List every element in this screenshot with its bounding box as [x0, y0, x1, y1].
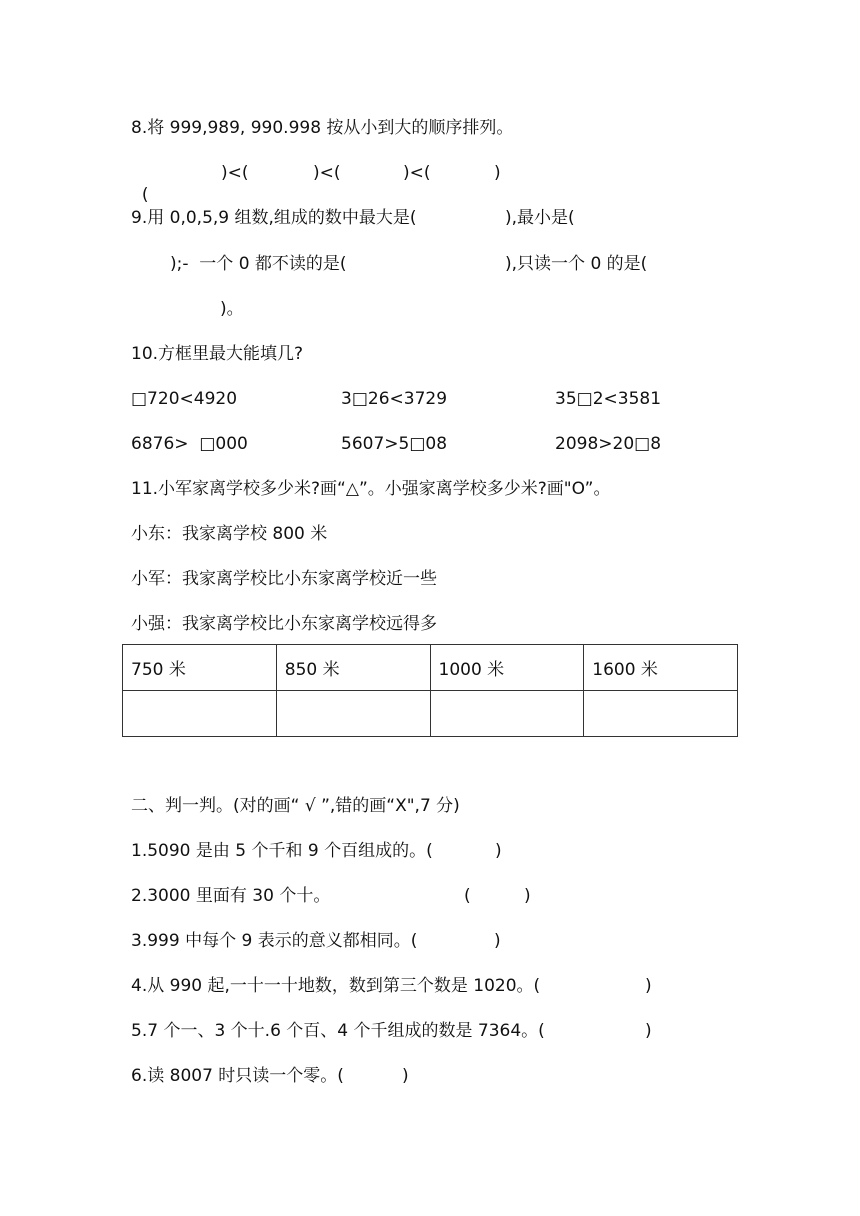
tf-item-5: 5.7 个一、3 个十.6 个百、4 个千组成的数是 7364。( [131, 1021, 545, 1041]
q9-line3: )。 [220, 299, 244, 319]
q9-line2-a: );- 一个 0 都不读的是( [170, 254, 347, 274]
q9-line1-a: 9.用 0,0,5,9 组数,组成的数中最大是( [131, 208, 417, 228]
table-answer-row [123, 691, 738, 737]
q11-statement-xiaojun: 小军：我家离学校比小东家离学校近一些 [131, 569, 437, 589]
q11-question: 11.小军家离学校多少米?画“△”。小强家离学校多少米?画"O”。 [131, 479, 611, 499]
q8-paren-1: ( [141, 185, 149, 205]
tf-item-4: 4.从 990 起,一十一十地数，数到第三个数是 1020。( [131, 976, 541, 996]
q10-item-2-2: 5607>5□08 [341, 434, 448, 454]
q8-answer-blank-4[interactable]: ) [494, 163, 501, 183]
q10-item-1-2: 3□26<3729 [341, 389, 448, 409]
q8-answer-blank-3[interactable]: )<( [403, 163, 431, 183]
table-header-cell: 850 米 [276, 645, 430, 691]
q10-item-1-3: 35□2<3581 [555, 389, 662, 409]
tf-item-2-blank[interactable]: ) [524, 886, 531, 906]
answer-cell-1000[interactable] [430, 691, 584, 737]
tf-item-1-blank[interactable]: ) [495, 841, 502, 861]
tf-item-6-blank[interactable]: ) [402, 1066, 409, 1086]
q8-question: 8.将 999,989, 990.998 按从小到大的顺序排列。 [131, 118, 514, 138]
q8-answer-blank-1[interactable]: )<( [221, 163, 249, 183]
q11-statement-xiaoqiang: 小强：我家离学校比小东家离学校远得多 [131, 614, 437, 634]
q10-item-1-1: □720<4920 [131, 389, 238, 409]
q8-answer-line [131, 162, 148, 206]
answer-cell-750[interactable] [123, 691, 277, 737]
tf-item-3: 3.999 中每个 9 表示的意义都相同。( [131, 931, 418, 951]
table-header-cell: 1000 米 [430, 645, 584, 691]
table-header-cell: 1600 米 [584, 645, 738, 691]
table-header-row [123, 645, 738, 691]
q9-line1-b: ),最小是( [505, 208, 575, 228]
part2-heading: 二、判一判。(对的画“ √ ”,错的画“X",7 分) [131, 796, 460, 816]
q10-item-2-1: 6876> □000 [131, 434, 248, 454]
tf-item-2-open: ( [464, 886, 471, 906]
tf-item-4-blank[interactable]: ) [645, 976, 652, 996]
tf-item-6: 6.读 8007 时只读一个零。( [131, 1066, 344, 1086]
q8-answer-blank-2[interactable]: )<( [313, 163, 341, 183]
answer-cell-850[interactable] [276, 691, 430, 737]
q10-question: 10.方框里最大能填几? [131, 344, 304, 364]
table-header-cell: 750 米 [123, 645, 277, 691]
q9-line2-b: ),只读一个 0 的是( [505, 254, 648, 274]
distance-table [122, 644, 738, 737]
tf-item-5-blank[interactable]: ) [645, 1021, 652, 1041]
q10-item-2-3: 2098>20□8 [555, 434, 662, 454]
q11-statement-xiaodong: 小东：我家离学校 800 米 [131, 524, 328, 544]
tf-item-3-blank[interactable]: ) [494, 931, 501, 951]
tf-item-2: 2.3000 里面有 30 个十。 [131, 886, 331, 906]
tf-item-1: 1.5090 是由 5 个千和 9 个百组成的。( [131, 841, 433, 861]
answer-cell-1600[interactable] [584, 691, 738, 737]
